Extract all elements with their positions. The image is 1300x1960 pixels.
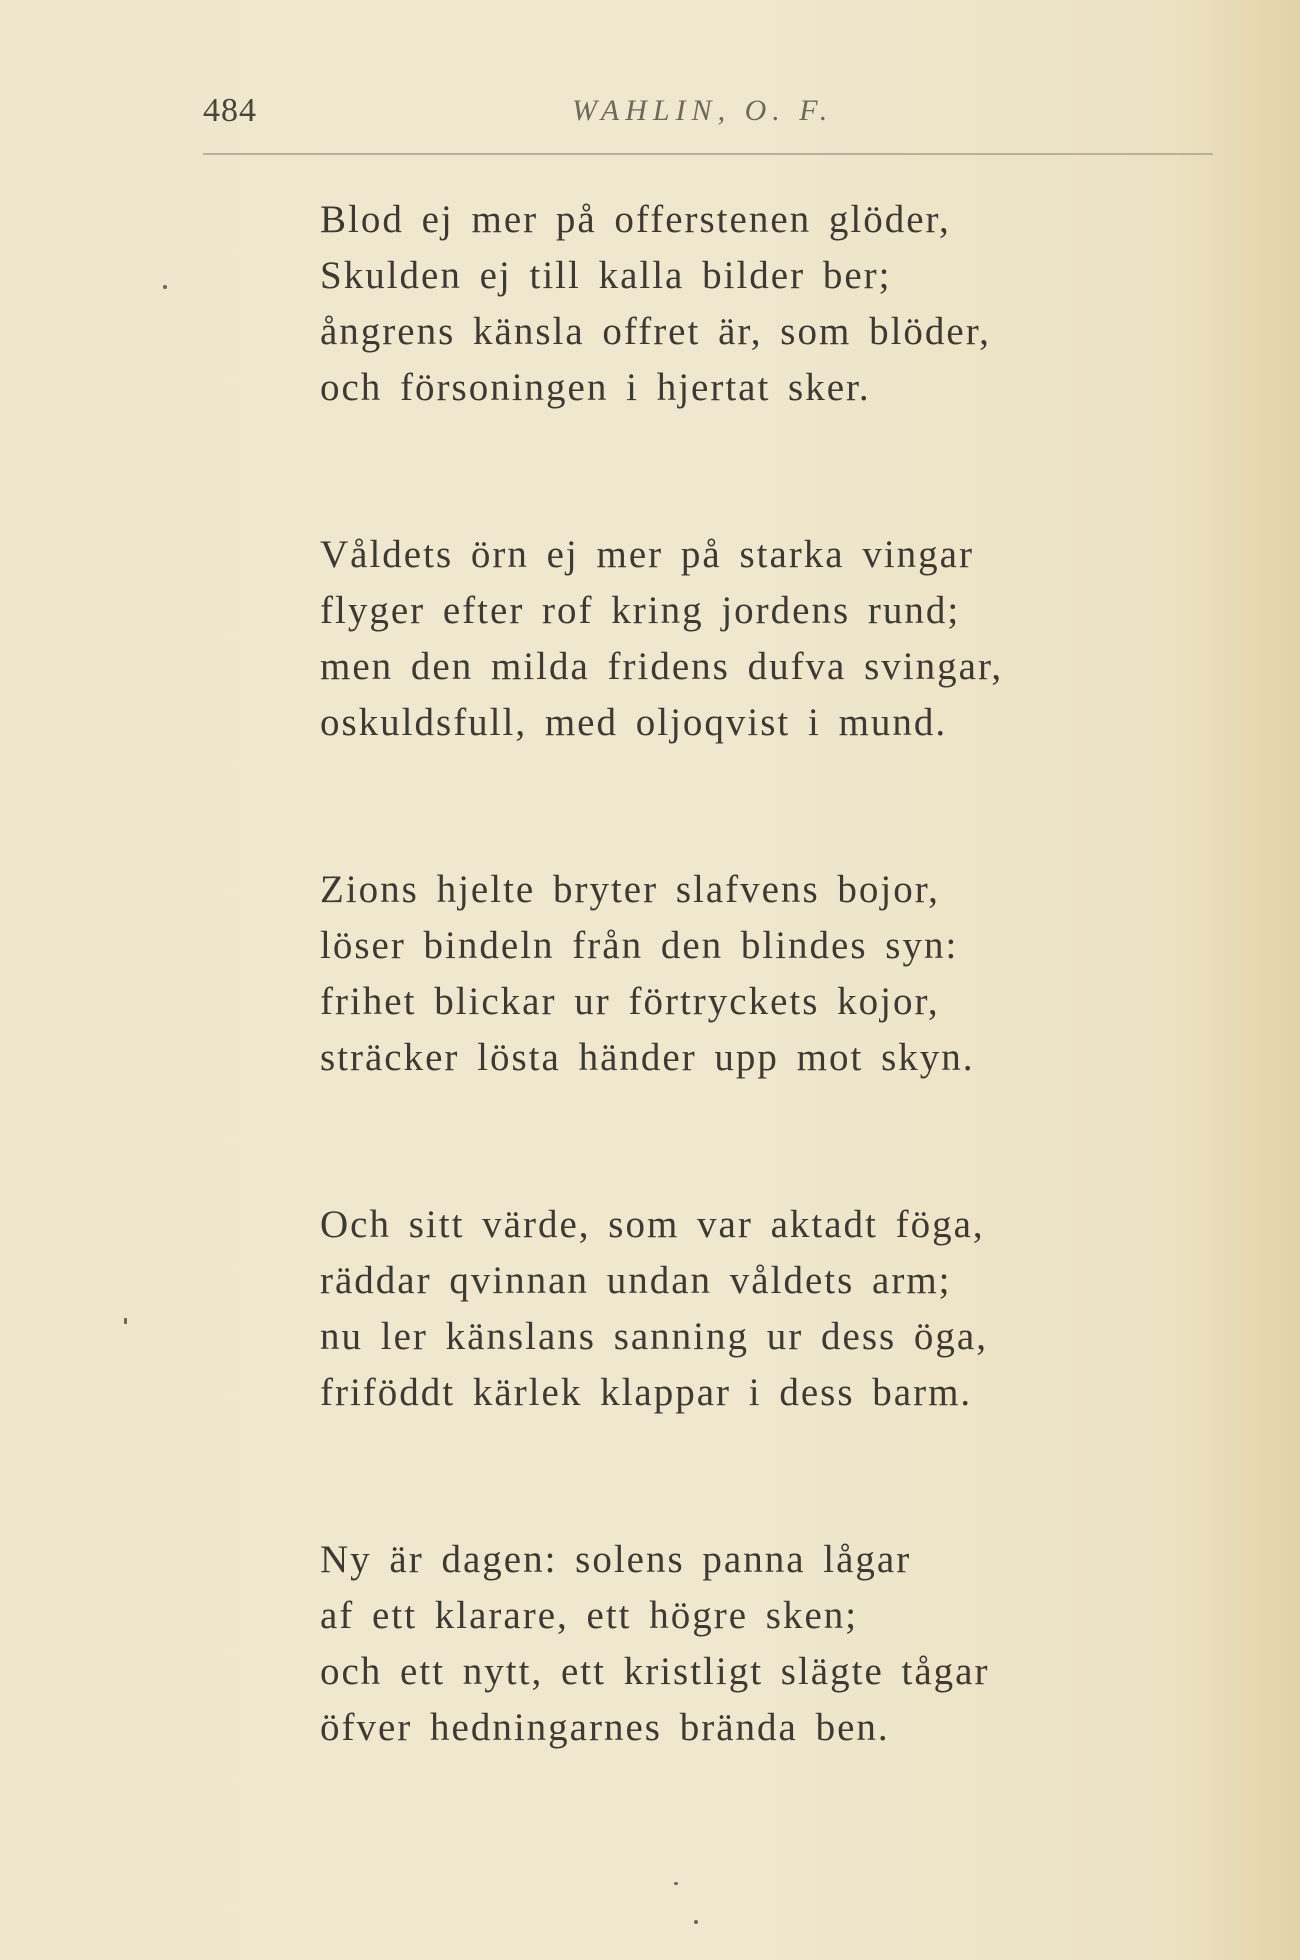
stanza-2: [320, 527, 1220, 751]
page-header: [0, 92, 1300, 142]
poem-line: sträcker lösta händer upp mot skyn.: [320, 1036, 975, 1079]
stanza-1: [320, 192, 1220, 416]
poem-line: Våldets örn ej mer på starka vingar: [320, 533, 974, 576]
poem-line: men den milda fridens dufva svingar,: [320, 645, 1004, 688]
running-head: WAHLIN, O. F.: [572, 94, 834, 127]
poem-line: af ett klarare, ett högre sken;: [320, 1594, 859, 1637]
page-number: 484: [203, 92, 257, 129]
poem-line: oskuldsfull, med oljoqvist i mund.: [320, 701, 948, 744]
scan-speck: [124, 1318, 127, 1324]
stanza-4: [320, 1197, 1220, 1421]
poem-line: ångrens känsla offret är, som blöder,: [320, 310, 991, 353]
poem-line: Och sitt värde, som var aktadt föga,: [320, 1203, 985, 1246]
scan-speck: [674, 1882, 678, 1885]
poem-line: frihet blickar ur förtryckets kojor,: [320, 980, 940, 1023]
scan-speck: [694, 1920, 698, 1924]
poem-line: öfver hedningarnes brända ben.: [320, 1706, 890, 1749]
poem-line: och försoningen i hjertat sker.: [320, 366, 871, 409]
header-rule: [203, 153, 1213, 155]
poem: [320, 192, 1220, 1756]
poem-line: flyger efter rof kring jordens rund;: [320, 589, 961, 632]
scan-speck: [163, 285, 167, 289]
stanza-3: [320, 862, 1220, 1086]
poem-line: och ett nytt, ett kristligt slägte tågar: [320, 1650, 990, 1693]
stanza-5: [320, 1532, 1220, 1756]
poem-line: löser bindeln från den blindes syn:: [320, 924, 959, 967]
poem-line: Blod ej mer på offerstenen glöder,: [320, 198, 951, 241]
poem-line: Skulden ej till kalla bilder ber;: [320, 254, 892, 297]
poem-line: Zions hjelte bryter slafvens bojor,: [320, 868, 940, 911]
poem-line: friföddt kärlek klappar i dess barm.: [320, 1371, 973, 1414]
poem-line: nu ler känslans sanning ur dess öga,: [320, 1315, 988, 1358]
poem-line: räddar qvinnan undan våldets arm;: [320, 1259, 952, 1302]
poem-line: Ny är dagen: solens panna lågar: [320, 1538, 912, 1581]
